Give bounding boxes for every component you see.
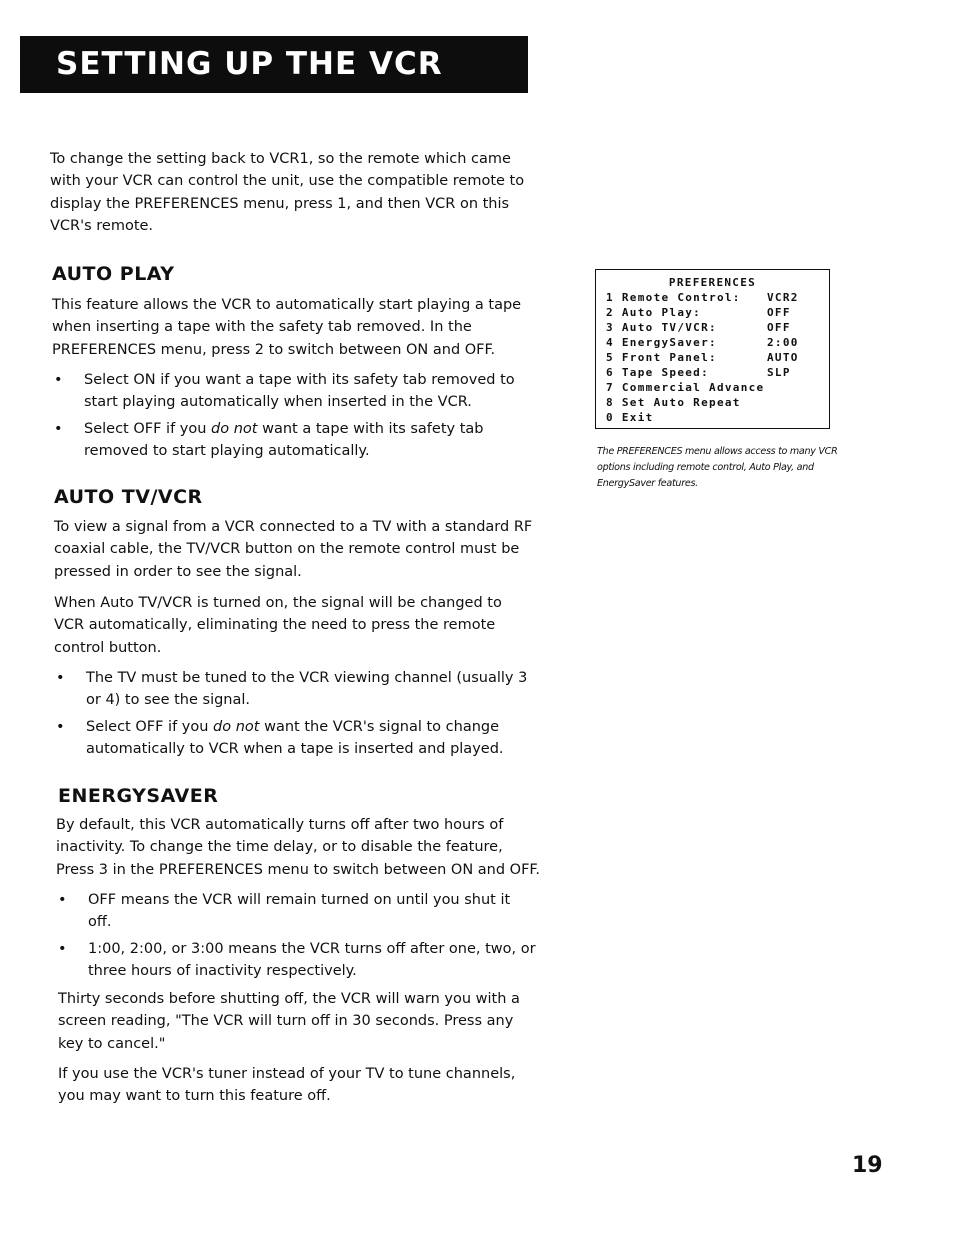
bullet-text: Select ON if you want a tape with its safety tab removed to start playing automatically when inserted in the VCR. — [84, 372, 515, 411]
bullet-text: The TV must be tuned to the VCR viewing channel (usually 3 or 4) to see the signal. — [86, 670, 528, 709]
energysaver-body-3: If you use the VCR's tuner instead of your TV to tune channels, you may want to turn this feature off. — [58, 1066, 516, 1105]
bullet-text: want a tape with its safety tab removed to start playing automatically. — [84, 421, 484, 460]
auto-play-body: This feature allows the VCR to automatically start playing a tape when inserting a tape with the safety tab removed. In the PREFERENCES menu, press 2 to switch between ON and OFF. — [52, 297, 522, 358]
figure-caption: The PREFERENCES menu allows access to many VCR options including remote control, Auto Play, and EnergySaver features. — [597, 446, 838, 489]
energysaver-body: By default, this VCR automatically turns off after two hours of inactivity. To change the time delay, or to disable the feature, Press 3 in the PREFERENCES menu to switch between ON and OFF. — [56, 817, 541, 878]
auto-play-heading: AUTO PLAY — [52, 263, 175, 285]
bullet-icon: • — [56, 670, 65, 686]
auto-tvvcr-body-2: When Auto TV/VCR is turned on, the signal will be changed to VCR automatically, eliminating the need to press the remote control button. — [54, 595, 502, 656]
bullet-icon: • — [58, 892, 67, 908]
bullet-emphasis: do not — [213, 719, 260, 735]
preferences-menu-value: VCR2 — [767, 291, 799, 304]
preferences-menu-value: OFF — [767, 321, 791, 334]
energysaver-body-2: Thirty seconds before shutting off, the VCR will warn you with a screen reading, "The VCR will turn off in 30 seconds. Press any key to cancel." — [58, 991, 520, 1052]
bullet-text: Select OFF if you — [84, 421, 212, 437]
page-number: 19 — [852, 1153, 883, 1178]
preferences-menu-value: 2:00 — [767, 336, 799, 349]
preferences-menu-row: 5 Front Panel: — [606, 351, 717, 364]
preferences-menu-row: 0 Exit — [606, 411, 654, 424]
preferences-menu-value: OFF — [767, 306, 791, 319]
preferences-menu-value: SLP — [767, 366, 791, 379]
bullet-icon: • — [54, 421, 63, 437]
auto-tvvcr-body-1: To view a signal from a VCR connected to a TV with a standard RF coaxial cable, the TV/VCR button on the remote control must be pressed in order to see the signal. — [54, 519, 533, 580]
page-title: SETTING UP THE VCR — [56, 46, 443, 82]
bullet-text: Select OFF if you — [86, 719, 214, 735]
preferences-menu-row: 4 EnergySaver: — [606, 336, 717, 349]
bullet-text: 1:00, 2:00, or 3:00 means the VCR turns off after one, two, or three hours of inactivity respectively. — [88, 941, 536, 980]
preferences-menu-row: 2 Auto Play: — [606, 306, 702, 319]
energysaver-heading: ENERGYSAVER — [58, 785, 219, 807]
bullet-icon: • — [56, 719, 65, 735]
preferences-menu-row: 3 Auto TV/VCR: — [606, 321, 717, 334]
page-title-banner — [20, 36, 528, 93]
preferences-menu-row: 8 Set Auto Repeat — [606, 396, 741, 409]
preferences-menu-row: 1 Remote Control: — [606, 291, 741, 304]
preferences-menu-row: 6 Tape Speed: — [606, 366, 710, 379]
bullet-emphasis: do not — [211, 421, 258, 437]
preferences-menu-row: 7 Commercial Advance — [606, 381, 765, 394]
bullet-text: OFF means the VCR will remain turned on until you shut it off. — [88, 892, 511, 931]
preferences-menu-screen — [595, 269, 830, 429]
preferences-menu-title: PREFERENCES — [668, 276, 757, 289]
bullet-icon: • — [58, 941, 67, 957]
intro-paragraph: To change the setting back to VCR1, so the remote which came with your VCR can control the unit, use the compatible remote to display the PREFERENCES menu, press 1, and then VCR on this VCR's remote. — [50, 151, 525, 234]
auto-tvvcr-heading: AUTO TV/VCR — [54, 486, 203, 508]
bullet-text: want the VCR's signal to change automatically to VCR when a tape is inserted and played. — [86, 719, 504, 758]
preferences-menu-value: AUTO — [767, 351, 799, 364]
bullet-icon: • — [54, 372, 63, 388]
